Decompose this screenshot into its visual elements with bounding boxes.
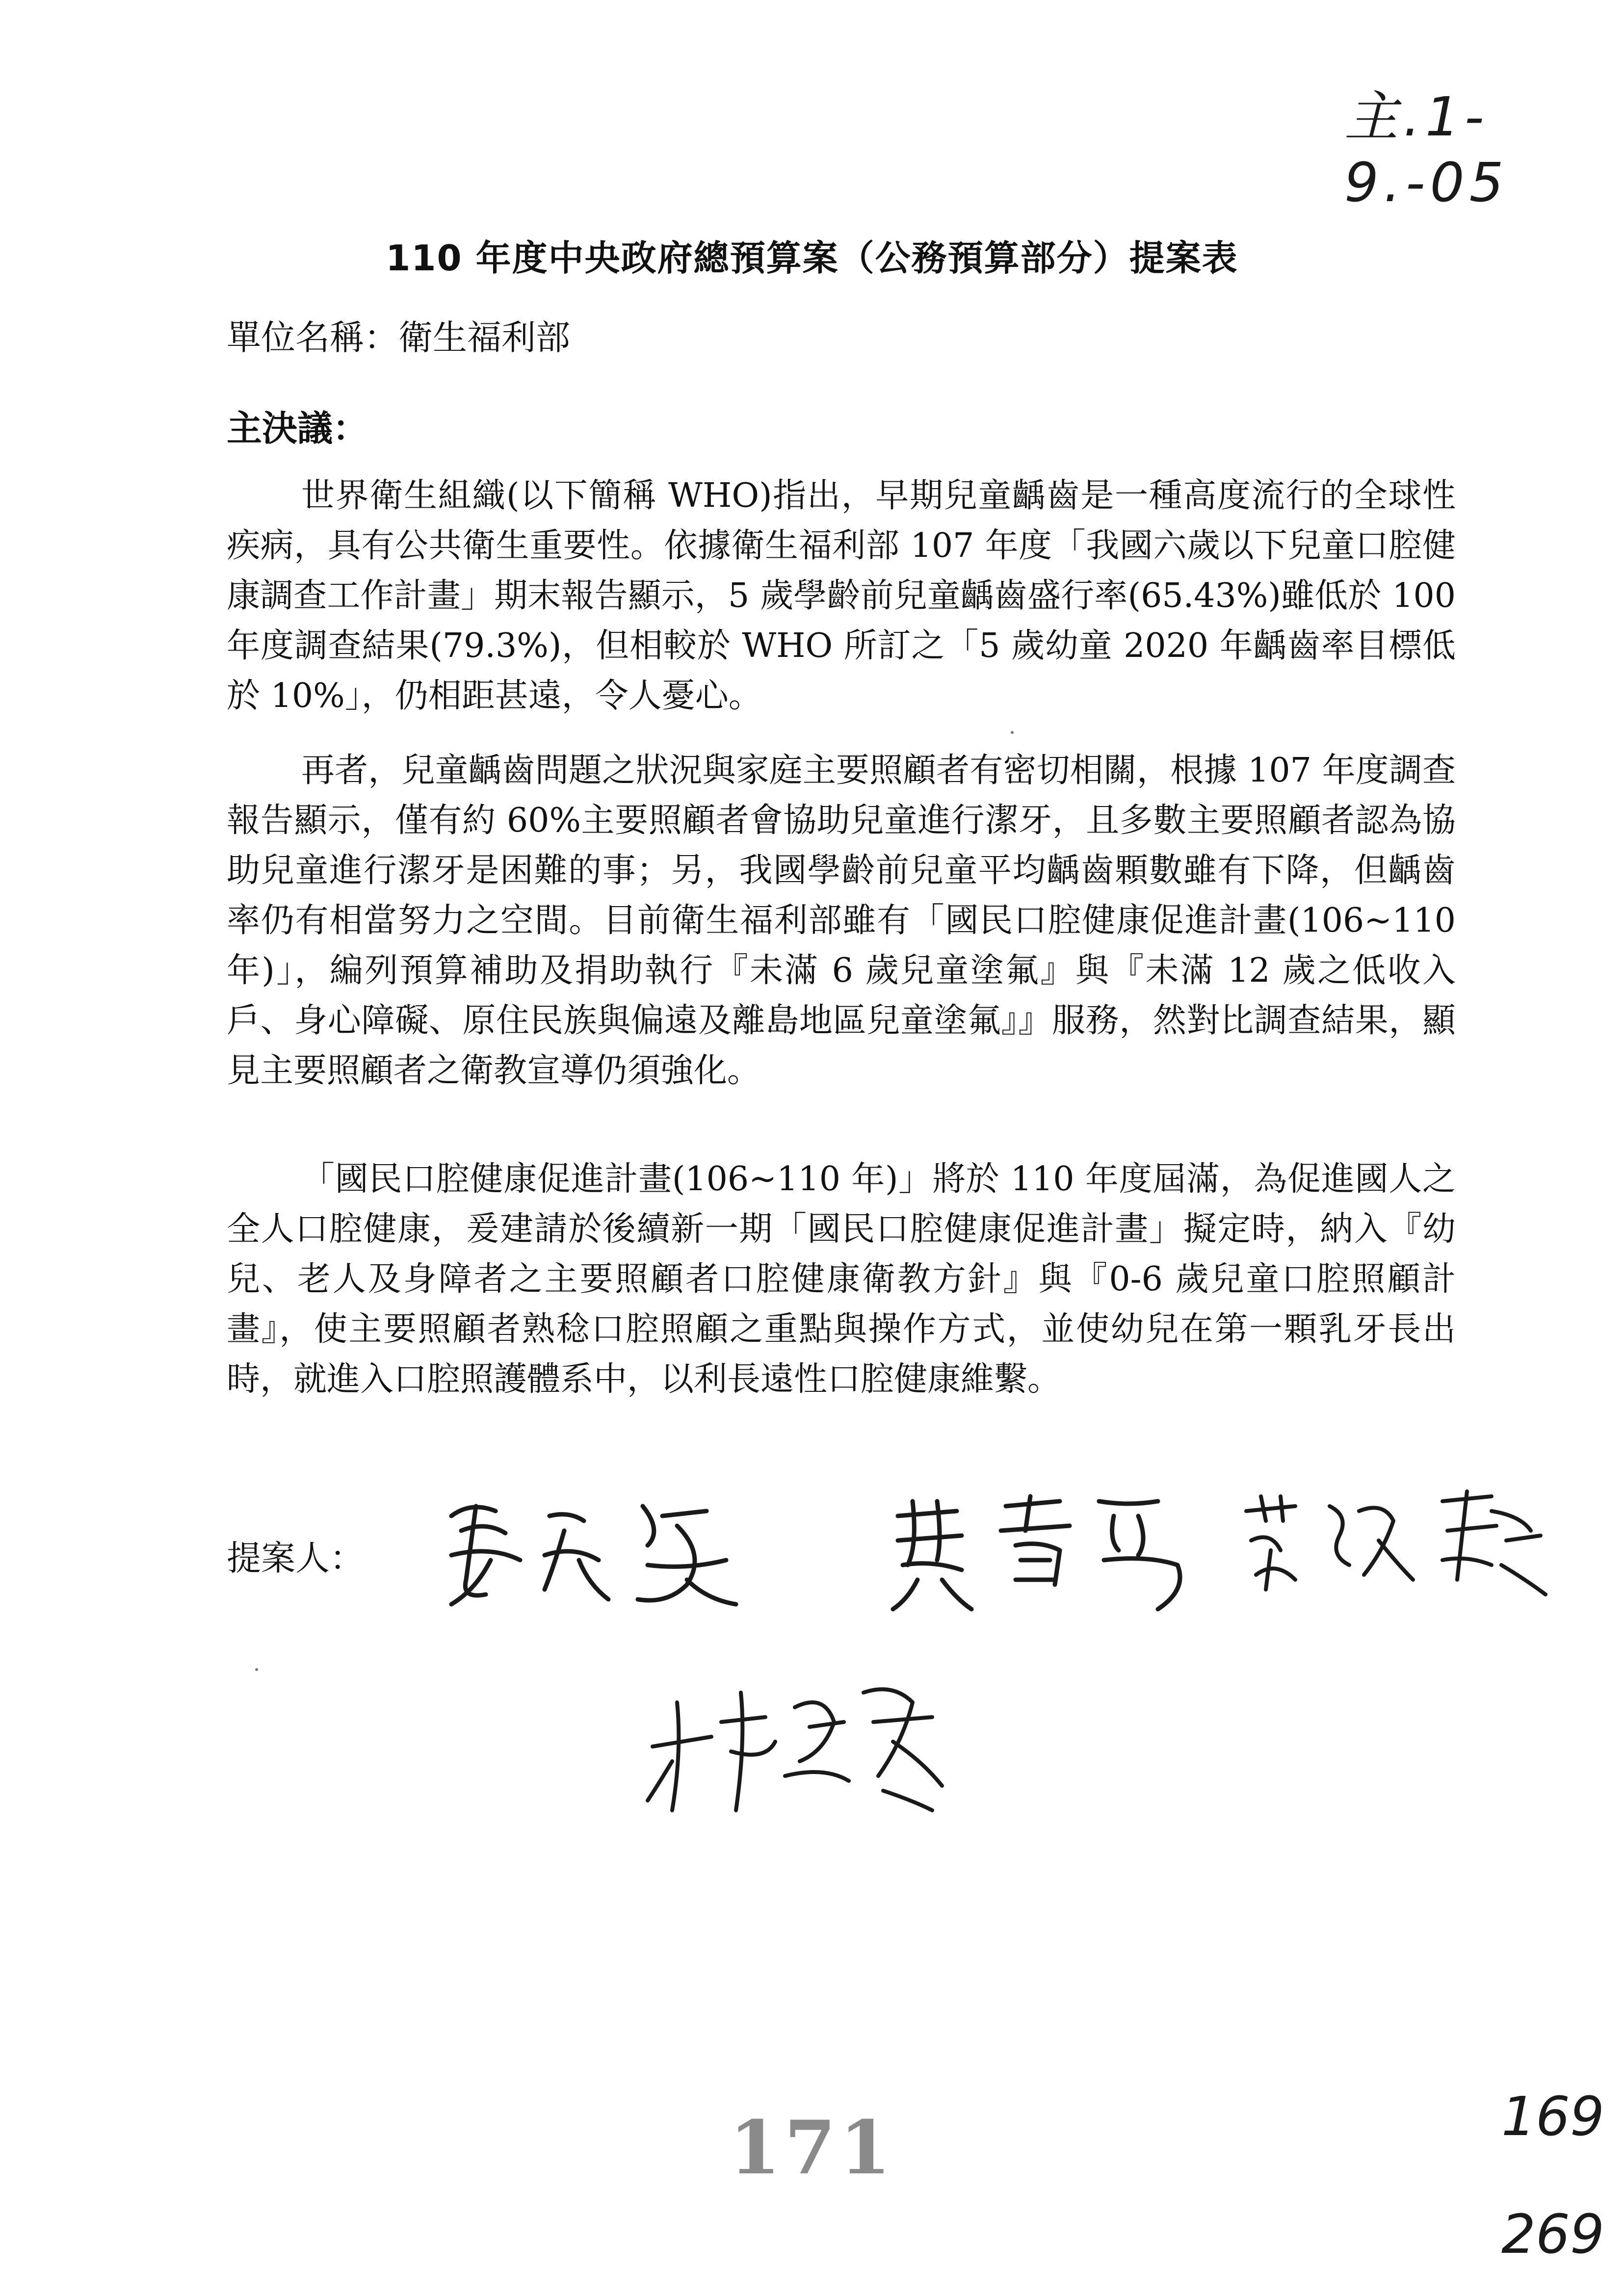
handwritten-page-number-1: 169 [1501,2085,1604,2148]
resolution-paragraph-1: 世界衛生組織(以下簡稱 WHO)指出，早期兒童齲齒是一種高度流行的全球性疾病，具有公共衛生重要性。依據衛生福利部 107 年度「我國六歲以下兒童口腔健康調查工作計畫」期末報告顯示，5 歲學齡前兒童齲齒盛行率(65.43%)雖低於 100 年度調查結果(79.3%)，但相較於 WHO 所訂之「5 歲幼童 2020 年齲齒率目標低於 10%」，仍相距甚遠，令人憂心。 [227,476,1456,715]
unit-name-line: 單位名稱：衛生福利部 [227,317,570,358]
main-resolution-label: 主決議： [227,408,368,449]
scan-speck [1011,731,1014,734]
signature-2 [883,1487,1207,1619]
page-number: 171 [729,2105,895,2191]
resolution-paragraph-2: 再者，兒童齲齒問題之狀況與家庭主要照顧者有密切相關，根據 107 年度調查報告顯示，僅有約 60%主要照顧者會協助兒童進行潔牙，且多數主要照顧者認為協助兒童進行潔牙是困難的事；另，我國學齡前兒童平均齲齒顆數雖有下降，但齲齒率仍有相當努力之空間。目前衛生福利部雖有「國民口腔健康促進計畫(106~110 年)」，編列預算補助及捐助執行『未滿 6 歲兒童塗氟』與『未滿 12 歲之低收入戶、身心障礙、原住民族與偏遠及離島地區兒童塗氟』』服務，然對比調查結果，顯見主要照顧者之衛教宣導仍須強化。 [227,751,1456,1090]
signature-3 [1236,1482,1550,1604]
resolution-paragraph-3: 「國民口腔健康促進計畫(106~110 年)」將於 110 年度屆滿，為促進國人之全人口腔健康，爰建請於後續新一期「國民口腔健康促進計畫」擬定時，納入『幼兒、老人及身障者之主要照顧者口腔健康衛教方針』與『0-6 歲兒童口腔照顧計畫』，使主要照顧者熟稔口腔照顧之重點與操作方式，並使幼兒在第一顆乳牙長出時，就進入口腔照護體系中，以利長遠性口腔健康維繫。 [227,1160,1456,1399]
handwritten-reference-code: 主.1-9.-05 [1344,85,1509,214]
scan-speck [255,1668,258,1671]
proposer-label: 提案人： [227,1538,364,1578]
page-title: 110 年度中央政府總預算案（公務預算部分）提案表 [386,237,1238,279]
signature-1 [432,1487,746,1619]
signature-4 [638,1663,952,1820]
handwritten-page-number-2: 269 [1501,2203,1604,2266]
